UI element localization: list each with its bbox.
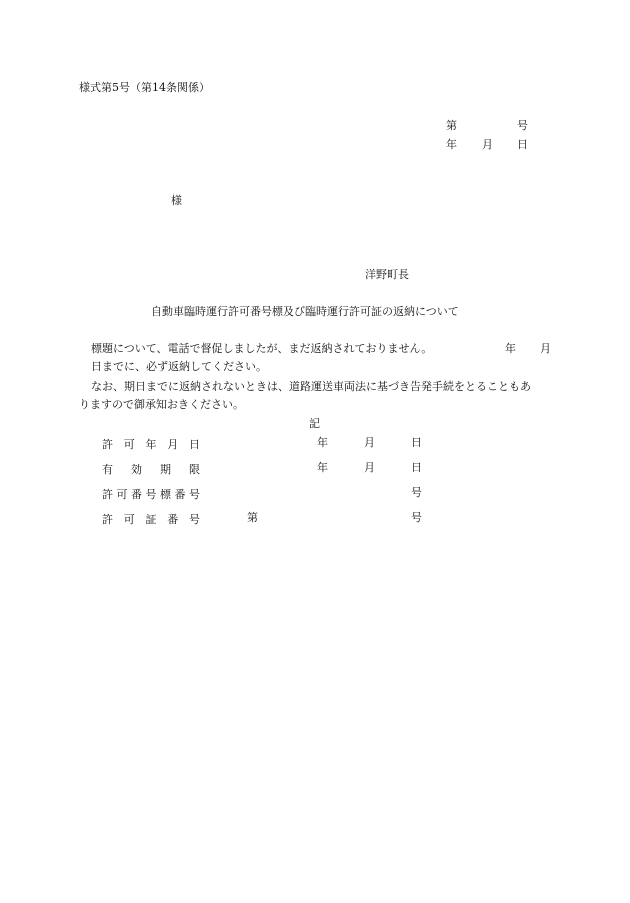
- paragraph1-line2: 日までに、必ず返納してください。: [91, 360, 267, 373]
- expiry-date-day: 日: [411, 461, 422, 474]
- label-char: 可: [116, 488, 128, 501]
- row-label-plate-number: [102, 486, 200, 502]
- label-char: 標: [160, 488, 171, 501]
- row-label-certificate-number: [102, 511, 200, 527]
- permit-date-day: 日: [411, 436, 422, 449]
- label-char: 期: [160, 463, 171, 476]
- document-number-suffix: 号: [517, 119, 528, 132]
- permit-date-year: 年: [317, 436, 328, 449]
- certificate-number-suffix: 号: [411, 511, 422, 524]
- label-char: 年: [145, 438, 157, 451]
- label-char: 日: [189, 438, 200, 451]
- document-number-prefix: 第: [446, 119, 457, 132]
- issue-date-day: 日: [517, 138, 528, 151]
- form-label: 様式第5号（第14条関係）: [79, 81, 210, 94]
- label-char: 号: [145, 488, 157, 501]
- addressee-honorific: 様: [171, 194, 182, 207]
- issue-date-year: 年: [446, 138, 457, 151]
- label-char: 月: [167, 438, 179, 451]
- label-char: 許: [102, 438, 113, 451]
- label-char: 号: [189, 513, 200, 526]
- issuer-name: 洋野町長: [365, 268, 409, 281]
- label-char: 効: [131, 463, 142, 476]
- label-char: 許: [102, 513, 113, 526]
- label-char: 可: [123, 438, 135, 451]
- expiry-date-month: 月: [364, 461, 375, 474]
- paragraph1-deadline-month: 月: [540, 342, 551, 355]
- record-heading: 記: [309, 417, 320, 430]
- label-char: 限: [189, 463, 200, 476]
- label-char: 可: [123, 513, 135, 526]
- row-label-expiry-date: [102, 461, 200, 477]
- plate-number-suffix: 号: [411, 486, 422, 499]
- label-char: 許: [102, 488, 113, 501]
- label-char: 有: [102, 463, 113, 476]
- row-label-permit-date: [102, 436, 200, 452]
- issue-date-month: 月: [482, 138, 493, 151]
- paragraph2-line2: りますので御承知おきください。: [79, 398, 244, 411]
- expiry-date-year: 年: [317, 461, 328, 474]
- paragraph1-line1: 標題について、電話で督促しましたが、まだ返納されておりません。: [91, 342, 433, 355]
- label-char: 番: [174, 488, 186, 501]
- certificate-number-prefix: 第: [247, 511, 258, 524]
- label-char: 番: [167, 513, 179, 526]
- paragraph1-deadline-year: 年: [505, 342, 516, 355]
- paragraph2-line1: なお、期日までに返納されないときは、道路運送車両法に基づき告発手続をとることもあ: [91, 380, 531, 393]
- document-title: 自動車臨時運行許可番号標及び臨時運行許可証の返納について: [151, 305, 459, 318]
- permit-date-month: 月: [364, 436, 375, 449]
- label-char: 号: [189, 488, 200, 501]
- label-char: 証: [145, 513, 157, 526]
- label-char: 番: [131, 488, 142, 501]
